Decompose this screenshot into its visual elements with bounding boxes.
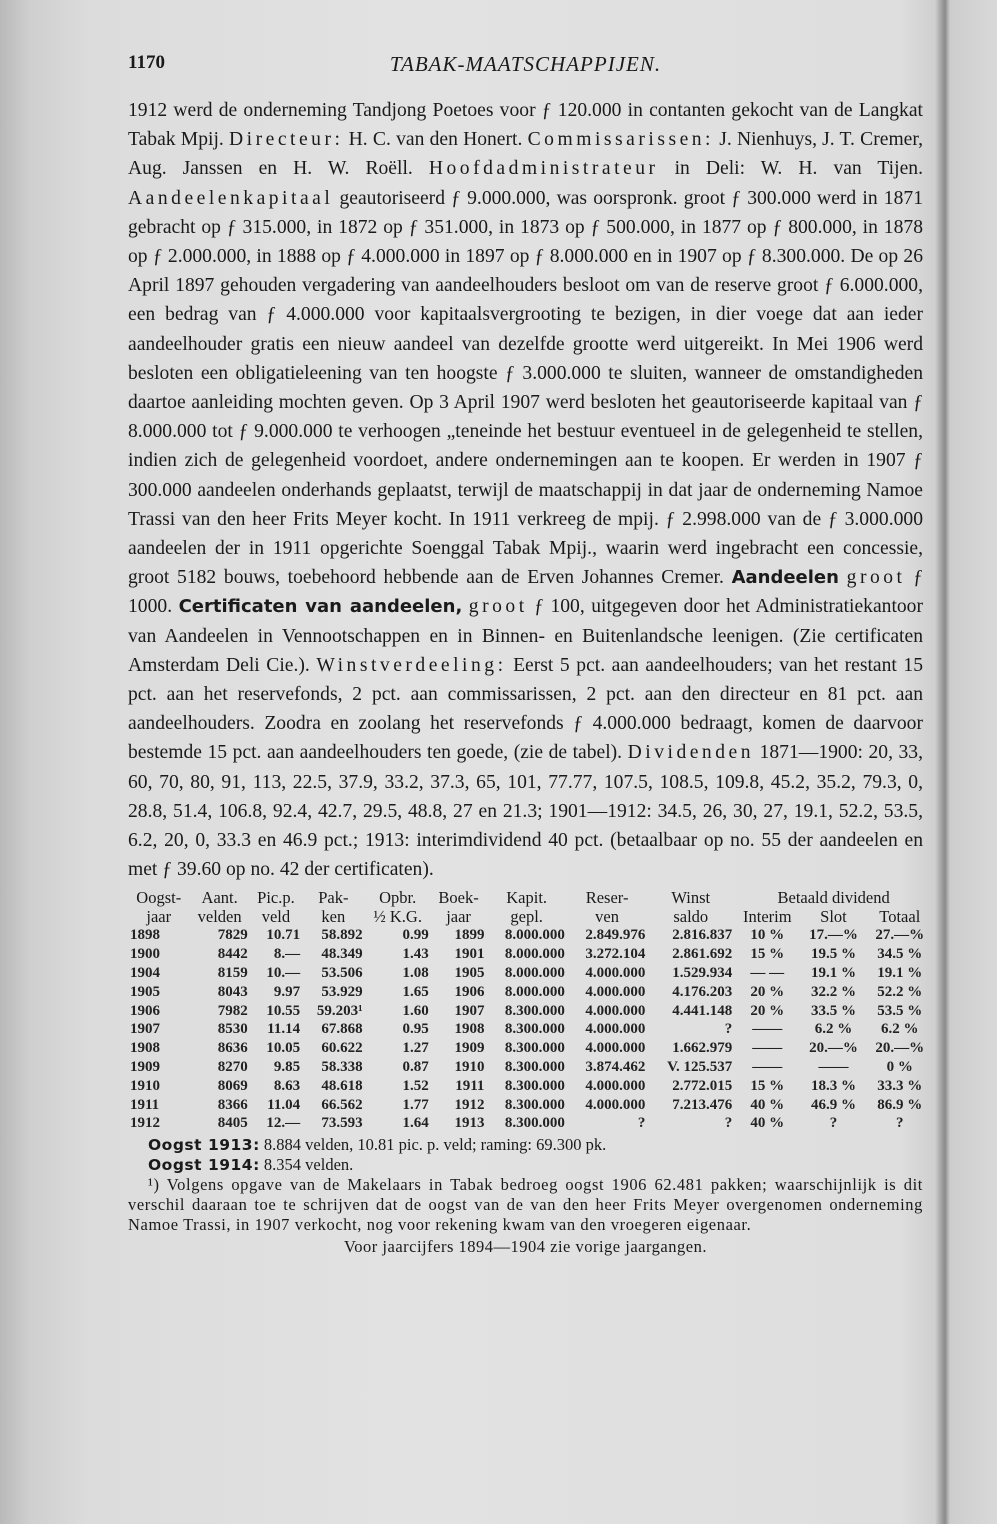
table-cell: 1905 — [130, 983, 160, 1000]
table-cell: 3.874.462 — [585, 1059, 646, 1076]
harvest-table — [128, 888, 933, 1133]
table-cell: 46.9 % — [810, 1096, 856, 1113]
harvest-1913 — [128, 1135, 923, 1155]
col-header: Pak- — [318, 888, 349, 908]
winstverdeeling-label: Winstverdeeling: — [316, 654, 507, 676]
table-cell: 8.300.000 — [504, 1021, 565, 1038]
table-cell: 1904 — [130, 965, 160, 982]
table-row — [128, 1020, 933, 1039]
col-header: gepl. — [510, 907, 543, 927]
table-cell: 1.662.979 — [672, 1040, 733, 1057]
col-header: saldo — [673, 907, 709, 927]
table-cell: 33.5 % — [810, 1002, 856, 1019]
table-row — [128, 1114, 933, 1133]
table-cell: 40 % — [750, 1096, 785, 1113]
table-cell: 1.529.934 — [672, 965, 733, 982]
harvest-1913-label: Oogst 1913: — [148, 1136, 260, 1155]
col-header: Oogst- — [136, 888, 182, 908]
table-cell: 8.000.000 — [504, 983, 565, 1000]
table-cell: 8530 — [217, 1021, 248, 1038]
table-cell: 7829 — [217, 927, 248, 944]
table-cell: 4.000.000 — [585, 983, 646, 1000]
table-body — [128, 926, 933, 1133]
company-description — [128, 96, 923, 884]
col-header: Kapit. — [506, 888, 548, 908]
table-cell: 1909 — [130, 1059, 160, 1076]
aandeelenkapitaal-text: geautoriseerd ƒ 9.000.000, was oorspronk. groot ƒ 300.000 werd in 1871 gebracht op ƒ 315.000, in 1872 op ƒ 351.000, in 1873 op ƒ 500.000, in 1877 op ƒ 800.000, in 1878 op ƒ 2.000.000, in 1888 op ƒ 4.000.000 in 1897 op ƒ 8.000.000 en in 1907 op ƒ 8.300.000. De op 26 April 1897 gehouden vergadering van aandeelhouders besloot om van de reserve groot ƒ 6.000.000, een bedrag van ƒ 4.000.000 voor kapitaalsvergrooting te bezigen, in dier voege dat aan ieder aandeelhouder gratis een nieuw aandeel van dezelfde grootte werd uitgereikt. In Mei 1906 werd besloten een obligatieleening van ten hoogste ƒ 3.000.000 te sluiten, wanneer de omstandigheden daartoe aanleiding mochten geven. Op 3 April 1907 werd besloten het geautoriseerde kapitaal van ƒ 8.000.000 tot ƒ 9.000.000 te verhoogen „teneinde het bestuur eventueel in de gelegenheid te stellen, indien zich de gelegenheid voordoet, andere ondernemingen aan te koopen. Er werden in 1907 ƒ 300.000 aandeelen onderhands geplaatst, terwijl de maatschappij in dat jaar de onderneming Namoe Trassi van den heer Frits Meyer kocht. In 1911 verkreeg de mpij. ƒ 2.998.000 van de ƒ 3.000.000 aandeelen der in 1911 opgerichte Soenggal Tabak Mpij., waarin werd ingebracht een concessie, groot 5182 bouws, toebehoord hebbende aan de Erven Johannes Cremer. — [128, 187, 923, 589]
table-cell: 8.63 — [273, 1077, 301, 1094]
col-header: Boek- — [438, 888, 479, 908]
table-cell: 53.5 % — [877, 1002, 923, 1019]
table-cell: — — — [750, 965, 785, 982]
table-cell: 1910 — [454, 1059, 485, 1076]
table-cell: ? — [724, 1115, 733, 1132]
table-cell: 4.441.148 — [672, 1002, 733, 1019]
table-cell: 8.300.000 — [504, 1040, 565, 1057]
certificaten-label: Certificaten van aandeelen, — [178, 596, 463, 618]
table-cell: 8159 — [217, 965, 248, 982]
harvest-1913-text: 8.884 velden, 10.81 pic. p. veld; raming: 69.300 pk. — [263, 1135, 607, 1155]
table-cell: 8069 — [217, 1077, 248, 1094]
table-cell: 4.000.000 — [585, 965, 646, 982]
table-cell: 52.2 % — [877, 983, 923, 1000]
aandeelen-groot: groot — [846, 567, 906, 589]
table-cell: 19.1 % — [877, 965, 923, 982]
table-cell: 27.—% — [875, 927, 925, 944]
col-header: Reser- — [585, 888, 629, 908]
closing-note: Voor jaarcijfers 1894—1904 zie vorige jaargangen. — [344, 1237, 707, 1257]
table-cell: 1908 — [454, 1021, 485, 1038]
notes — [128, 1135, 923, 1257]
table-cell: 1906 — [130, 1002, 160, 1019]
table-row — [128, 926, 933, 945]
table-cell: 11.04 — [267, 1096, 301, 1113]
table-cell: 10 % — [750, 927, 785, 944]
table-row — [128, 964, 933, 983]
table-cell: ? — [829, 1115, 838, 1132]
table-cell: 8.300.000 — [504, 1115, 565, 1132]
table-cell: 1899 — [454, 927, 485, 944]
table-cell: 48.618 — [321, 1077, 363, 1094]
col-header: jaar — [146, 907, 172, 927]
table-cell: 1908 — [130, 1040, 160, 1057]
table-cell: 10.05 — [266, 1040, 301, 1057]
table-cell: 0.87 — [402, 1059, 429, 1076]
table-cell: 1.43 — [402, 946, 429, 963]
table-row — [128, 983, 933, 1002]
table-cell: 15 % — [750, 1077, 785, 1094]
table-cell: 40 % — [750, 1115, 785, 1132]
col-header-dividend: Betaald dividend — [777, 888, 890, 908]
table-cell: 4.176.203 — [672, 983, 733, 1000]
table-cell: 8.300.000 — [504, 1096, 565, 1113]
table-cell: 1907 — [454, 1002, 485, 1019]
table-cell: 8.000.000 — [504, 927, 565, 944]
table-cell: 8405 — [217, 1115, 248, 1132]
table-cell: —— — [752, 1059, 783, 1076]
table-cell: 10.55 — [266, 1002, 301, 1019]
col-header: Opbr. — [379, 888, 417, 908]
commissarissen-value: J. Nienhuys, J. T. Cremer, Aug. Janssen en H. W. Roëll. — [128, 129, 924, 180]
aandeelenkapitaal-label: Aandeelenkapitaal — [128, 187, 334, 209]
table-cell: ? — [637, 1115, 646, 1132]
table-cell: 8.000.000 — [504, 946, 565, 963]
table-cell: 4.000.000 — [585, 1077, 646, 1094]
col-header: Winst — [671, 888, 711, 908]
table-cell: ? — [724, 1021, 733, 1038]
commissarissen-label: Commissarissen: — [527, 129, 715, 151]
table-cell: —— — [752, 1040, 783, 1057]
table-cell: 60.622 — [321, 1040, 363, 1057]
winstverdeeling-text: Eerst 5 pct. aan aandeelhouders; van het restant 15 pct. aan het reservefonds, 2 pct. aan commissarissen, 2 pct. aan den directeur en 81 pct. aan aandeelhouders. Zoodra en zoolang het reservefonds ƒ 4.000.000 bedraagt, komen de daarvoor bestemde 15 pct. aan aandeelhouders ten goede, (zie de tabel). — [128, 654, 923, 764]
footnote: ¹) Volgens opgave van de Makelaars in Tabak bedroeg oogst 1906 62.481 pakken; waarschijnlijk is dit verschil daaraan toe te schrijven dat de oogst van de van den heer Frits Meyer overgenomen onderneming Namoe Trassi, in 1907 verkocht, nog voor rekening kwam van den vroegeren eigenaar. — [128, 1175, 923, 1235]
table-cell: 59.203¹ — [316, 1002, 363, 1019]
table-cell: 3.272.104 — [585, 946, 646, 963]
table-cell: 2.849.976 — [585, 927, 646, 944]
table-cell: 48.349 — [321, 946, 363, 963]
table-cell: —— — [818, 1059, 849, 1076]
table-cell: 4.000.000 — [585, 1021, 646, 1038]
col-header: jaar — [446, 907, 471, 927]
table-row — [128, 1077, 933, 1096]
table-cell: V. 125.537 — [667, 1059, 733, 1076]
table-cell: 6.2 % — [814, 1021, 853, 1038]
table-cell: 1911 — [455, 1077, 485, 1094]
table-cell: 73.593 — [321, 1115, 363, 1132]
table-cell: 1.27 — [402, 1040, 429, 1057]
book-page — [128, 52, 923, 1257]
col-header: ½ K.G. — [373, 907, 422, 927]
col-header: velden — [197, 907, 242, 927]
table-cell: 6.2 % — [881, 1021, 919, 1038]
table-cell: 4.000.000 — [585, 1002, 646, 1019]
acquisition-text: 1912 werd de onderneming Tandjong Poetoes voor ƒ 120.000 in contanten gekocht van de Langkat Tabak Mpij. — [128, 100, 923, 151]
col-header: Slot — [820, 907, 847, 927]
table-cell: 53.506 — [321, 965, 363, 982]
table-cell: 58.338 — [321, 1059, 363, 1076]
hoofdadministrateur-value: in Deli: W. H. van Tijen. — [674, 158, 923, 180]
running-title: TABAK-MAATSCHAPPIJEN. — [389, 52, 662, 76]
table-cell: 1911 — [130, 1096, 160, 1113]
table-cell: 1913 — [454, 1115, 485, 1132]
table-cell: 33.3 % — [877, 1077, 923, 1094]
table-cell: 58.892 — [321, 927, 363, 944]
table-row — [128, 945, 933, 964]
harvest-1914 — [128, 1155, 923, 1175]
table-row — [128, 1096, 933, 1115]
directeur-label: Directeur: — [229, 129, 344, 151]
table-cell: 1909 — [454, 1040, 485, 1057]
aandeelen-label: Aandeelen — [731, 567, 839, 589]
harvest-1914-text: 8.354 velden. — [263, 1155, 354, 1175]
table-cell: 10.71 — [266, 927, 301, 944]
table-row — [128, 1039, 933, 1058]
table-cell: 18.3 % — [810, 1077, 856, 1094]
table-cell: 1910 — [130, 1077, 160, 1094]
table-cell: 20.—% — [809, 1040, 858, 1057]
table-cell: 11.14 — [267, 1021, 301, 1038]
table-cell: 10.— — [266, 965, 301, 982]
dividenden-text: 1871—1900: 20, 33, 60, 70, 80, 91, 113, 22.5, 37.9, 33.2, 37.3, 65, 101, 77.77, 107.5, 108.5, 109.8, 45.2, 35.2, 79.3, 0, 28.8, 51.4, 106.8, 92.4, 42.7, 29.5, 48.8, 27 en 21.3; 1901—1912: 34.5, 26, 30, 27, 19.1, 52.2, 53.5, 6.2, 20, 0, 33.3 en 46.9 pct.; 1913: interimdividend 40 pct. (betaalbaar op no. 55 der aandeelen en met ƒ 39.60 op no. 42 der certificaten). — [128, 742, 923, 881]
table-cell: 8043 — [217, 983, 248, 1000]
table-cell: 8442 — [217, 946, 248, 963]
table-cell: 1.60 — [402, 1002, 429, 1019]
table-cell: 4.000.000 — [585, 1040, 646, 1057]
table-cell: 34.5 % — [877, 946, 923, 963]
table-cell: 8636 — [217, 1040, 248, 1057]
col-header: veld — [261, 907, 291, 927]
table-cell: 1906 — [454, 983, 485, 1000]
table-cell: 2.772.015 — [672, 1077, 733, 1094]
table-cell: 20 % — [750, 1002, 785, 1019]
table-header-row-top — [128, 888, 933, 907]
table-header-row-bottom — [128, 907, 933, 926]
table-cell: ? — [896, 1115, 904, 1132]
col-header: Aant. — [201, 888, 238, 908]
certificaten-groot: groot — [468, 596, 528, 618]
table-cell: 1912 — [454, 1096, 485, 1113]
aandeelen-value: ƒ 1000. — [128, 567, 923, 618]
table-cell: 2.816.837 — [672, 927, 733, 944]
table-cell: 1900 — [130, 946, 160, 963]
table-cell: 7982 — [217, 1002, 248, 1019]
table-cell: 1898 — [130, 927, 160, 944]
table-cell: 19.1 % — [810, 965, 856, 982]
table-cell: 19.5 % — [810, 946, 856, 963]
running-head — [128, 52, 923, 86]
table-cell: 8.000.000 — [504, 965, 565, 982]
harvest-1914-label: Oogst 1914: — [148, 1156, 260, 1175]
table-cell: 1907 — [130, 1021, 160, 1038]
table-cell: 0.99 — [402, 927, 429, 944]
table-cell: 2.861.692 — [672, 946, 733, 963]
table-cell: 86.9 % — [877, 1096, 923, 1113]
table-cell: 20.—% — [875, 1040, 925, 1057]
table-cell: 1.08 — [402, 965, 429, 982]
col-header: Pic.p. — [257, 888, 295, 908]
table-cell: 17.—% — [809, 927, 858, 944]
page-number: 1170 — [128, 52, 165, 73]
hoofdadministrateur-label: Hoofdadministrateur — [428, 158, 659, 180]
table-cell: 8270 — [217, 1059, 248, 1076]
table-cell: 9.85 — [273, 1059, 301, 1076]
table-cell: 20 % — [750, 983, 785, 1000]
table-cell: 9.97 — [273, 983, 301, 1000]
table-cell: 1912 — [130, 1115, 160, 1132]
table-cell: 1.64 — [402, 1115, 429, 1132]
directeur-value: H. C. van den Honert. — [348, 129, 523, 151]
table-cell: 8.— — [273, 946, 301, 963]
table-cell: 1.52 — [402, 1077, 429, 1094]
table-cell: 4.000.000 — [585, 1096, 646, 1113]
table-cell: 12.— — [266, 1115, 301, 1132]
certificaten-text: ƒ 100, uitgegeven door het Administratiekantoor van Aandeelen in Vennootschappen en in Binnen- en Buitenlandsche leenigen. (Zie certificaten Amsterdam Deli Cie.). — [128, 596, 924, 676]
table-row — [128, 1002, 933, 1021]
col-header: Totaal — [879, 907, 921, 927]
table-cell: 1905 — [454, 965, 485, 982]
table-cell: 8366 — [217, 1096, 248, 1113]
col-header: ken — [321, 907, 346, 927]
table-cell: 8.300.000 — [504, 1002, 565, 1019]
table-cell: 15 % — [750, 946, 785, 963]
table-cell: —— — [752, 1021, 783, 1038]
table-cell: 67.868 — [321, 1021, 363, 1038]
table-cell: 1.77 — [402, 1096, 429, 1113]
table-row — [128, 1058, 933, 1077]
table-cell: 7.213.476 — [672, 1096, 733, 1113]
dividenden-label: Dividenden — [627, 742, 755, 764]
table-cell: 8.300.000 — [504, 1059, 565, 1076]
col-header: Interim — [742, 907, 792, 927]
table-cell: 66.562 — [321, 1096, 363, 1113]
table-cell: 53.929 — [321, 983, 363, 1000]
table-cell: 0.95 — [402, 1021, 429, 1038]
table-cell: 32.2 % — [810, 983, 856, 1000]
table-cell: 1.65 — [402, 983, 429, 1000]
table-cell: 0 % — [886, 1059, 913, 1076]
table-cell: 1901 — [454, 946, 485, 963]
table-cell: 8.300.000 — [504, 1077, 565, 1094]
col-header: ven — [595, 907, 619, 927]
